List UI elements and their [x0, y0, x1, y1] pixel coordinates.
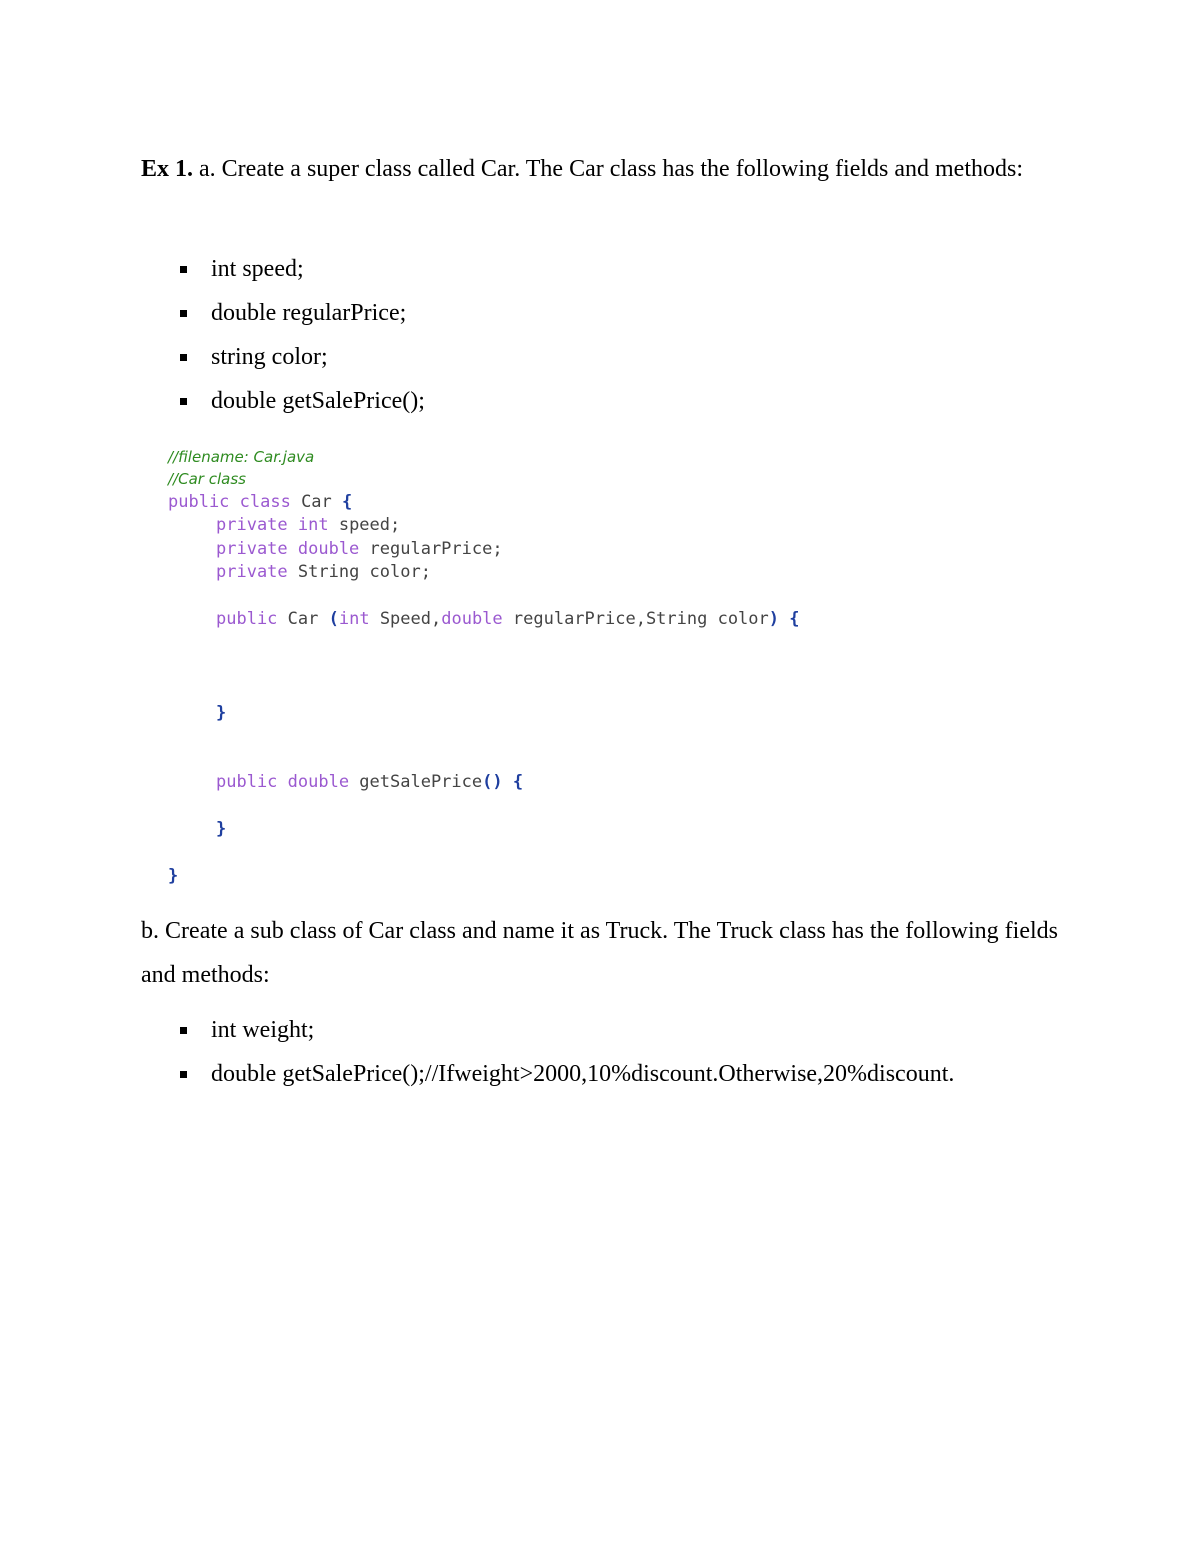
document-page: Ex 1. a. Create a super class called Car. The Car class has the following fields and methods: int speed; double regularPrice; string color; double getSalePrice(); //filename: Car.java //Car class public class Car { private int speed; private double regularPrice; private String color; public Car (int Speed,double regularPrice,String color) { } public double getSalePrice() { } } b. Create a sub class of Car class and name it as Truck. The Truck class has the following fields and methods: int weight; double getSalePrice();//Ifweight>2000,10%discount.Otherwise,20%discount. — [0, 0, 1200, 1553]
exercise-label: Ex 1. — [141, 156, 194, 182]
code-line-class: public class Car { — [168, 492, 353, 512]
bullet-square-icon — [180, 266, 187, 273]
code-line-constructor: public Car (int Speed,double regularPrice,String color) { — [216, 609, 800, 629]
code-close-brace: } — [168, 866, 179, 886]
code-comment: //filename: Car.java — [168, 448, 315, 466]
code-block — [168, 446, 1068, 896]
bullet-square-icon — [180, 1027, 187, 1034]
exercise-b-paragraph: b. Create a sub class of Car class and name it as Truck. The Truck class has the following fields and methods: — [141, 918, 1058, 988]
code-close-brace: } — [216, 819, 227, 839]
bullet-square-icon — [180, 398, 187, 405]
code-line-field: private int speed; — [216, 515, 401, 535]
code-line-method: public double getSalePrice() { — [216, 772, 524, 792]
bullet-square-icon — [180, 310, 187, 317]
code-line-field: private double regularPrice; — [216, 539, 503, 559]
code-line-field: private String color; — [216, 562, 431, 582]
exercise-a-paragraph — [141, 147, 1058, 191]
code-close-brace: } — [216, 703, 227, 723]
code-comment: //Car class — [168, 470, 246, 488]
exercise-a-text: a. Create a super class called Car. The Car class has the following fields and methods: — [193, 156, 1023, 182]
bullet-square-icon — [180, 1071, 187, 1078]
bullet-square-icon — [180, 354, 187, 361]
